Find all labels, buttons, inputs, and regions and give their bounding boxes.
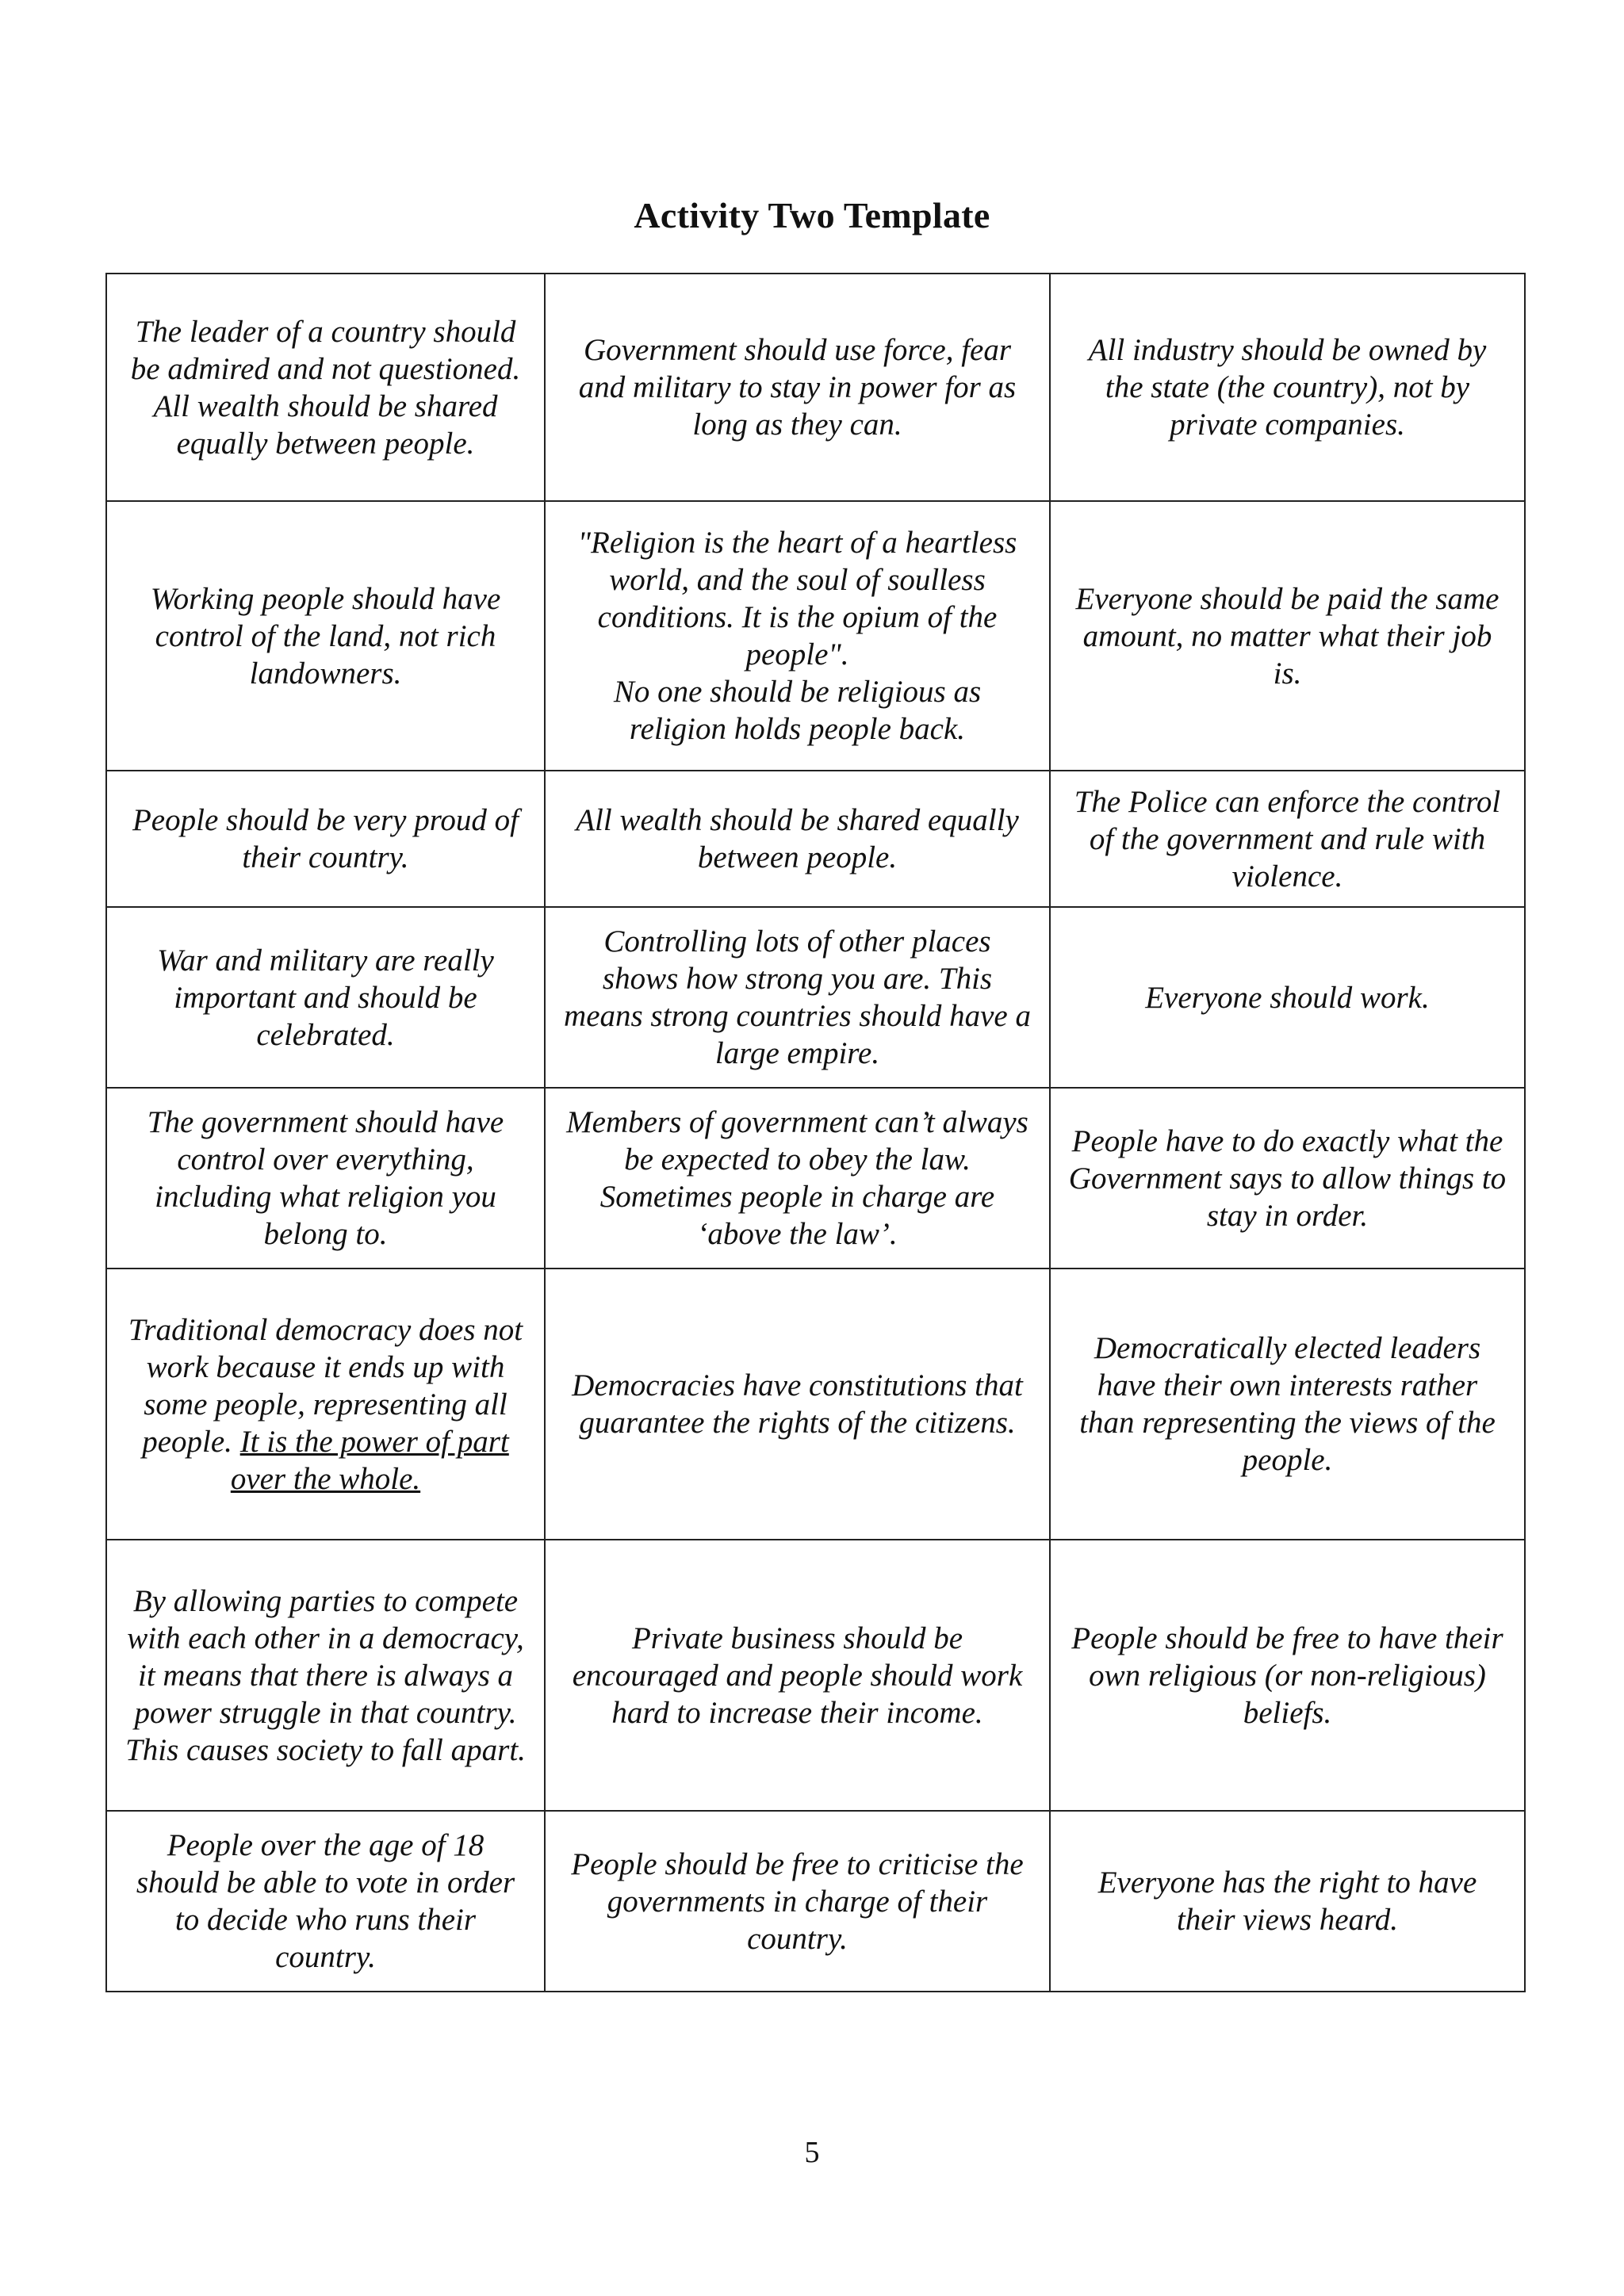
page-number: 5: [804, 2136, 820, 2169]
statement-card: People should be free to criticise the governments in charge of their country.: [545, 1811, 1050, 1992]
statement-card: Democracies have constitutions that guarantee the rights of the citizens.: [545, 1269, 1050, 1540]
statement-card: All industry should be owned by the state (the country), not by private companies.: [1050, 274, 1525, 501]
statement-card: War and military are really important and should be celebrated.: [106, 907, 545, 1088]
statement-card: Members of government can’t always be expected to obey the law. Sometimes people in charge are ‘above the law’.: [545, 1088, 1050, 1269]
statement-card: Everyone has the right to have their views heard.: [1050, 1811, 1525, 1992]
statement-card: Controlling lots of other places shows how strong you are. This means strong countries should have a large empire.: [545, 907, 1050, 1088]
table-row: [106, 1540, 1525, 1811]
statement-card: The leader of a country should be admired and not questioned. All wealth should be shared equally between people.: [106, 274, 545, 501]
statement-card-text: Traditional democracy does not work because it ends up with some people, representing all people.: [128, 1312, 523, 1459]
table-row: [106, 1811, 1525, 1992]
table-row: [106, 501, 1525, 771]
statement-card: "Religion is the heart of a heartless world, and the soul of soulless conditions. It is the opium of the people". No one should be religious as religion holds people back.: [545, 501, 1050, 771]
page-title: Activity Two Template: [634, 195, 990, 235]
statement-card: Everyone should be paid the same amount, no matter what their job is.: [1050, 501, 1525, 771]
statement-card: Democratically elected leaders have their own interests rather than representing the views of the people.: [1050, 1269, 1525, 1540]
table-row: [106, 1088, 1525, 1269]
statement-card: Everyone should work.: [1050, 907, 1525, 1088]
statement-card: People have to do exactly what the Government says to allow things to stay in order.: [1050, 1088, 1525, 1269]
table-row: [106, 1269, 1525, 1540]
table-row: [106, 274, 1525, 501]
statement-card-underlined-text: It is the power of part over the whole.: [230, 1424, 509, 1496]
statement-card: [106, 1269, 545, 1540]
statement-card: All wealth should be shared equally between people.: [545, 771, 1050, 907]
statement-card: Government should use force, fear and military to stay in power for as long as they can.: [545, 274, 1050, 501]
statement-card: People should be very proud of their country.: [106, 771, 545, 907]
statement-card: Working people should have control of the land, not rich landowners.: [106, 501, 545, 771]
statement-cards-table: [105, 273, 1526, 1992]
table-row: [106, 907, 1525, 1088]
statement-card: People should be free to have their own religious (or non-religious) beliefs.: [1050, 1540, 1525, 1811]
statement-card: By allowing parties to compete with each other in a democracy, it means that there is always a power struggle in that country. This causes society to fall apart.: [106, 1540, 545, 1811]
statement-card: The government should have control over everything, including what religion you belong to.: [106, 1088, 545, 1269]
statement-card: Private business should be encouraged and people should work hard to increase their income.: [545, 1540, 1050, 1811]
statement-card: People over the age of 18 should be able to vote in order to decide who runs their country.: [106, 1811, 545, 1992]
table-row: [106, 771, 1525, 907]
statement-card: The Police can enforce the control of the government and rule with violence.: [1050, 771, 1525, 907]
